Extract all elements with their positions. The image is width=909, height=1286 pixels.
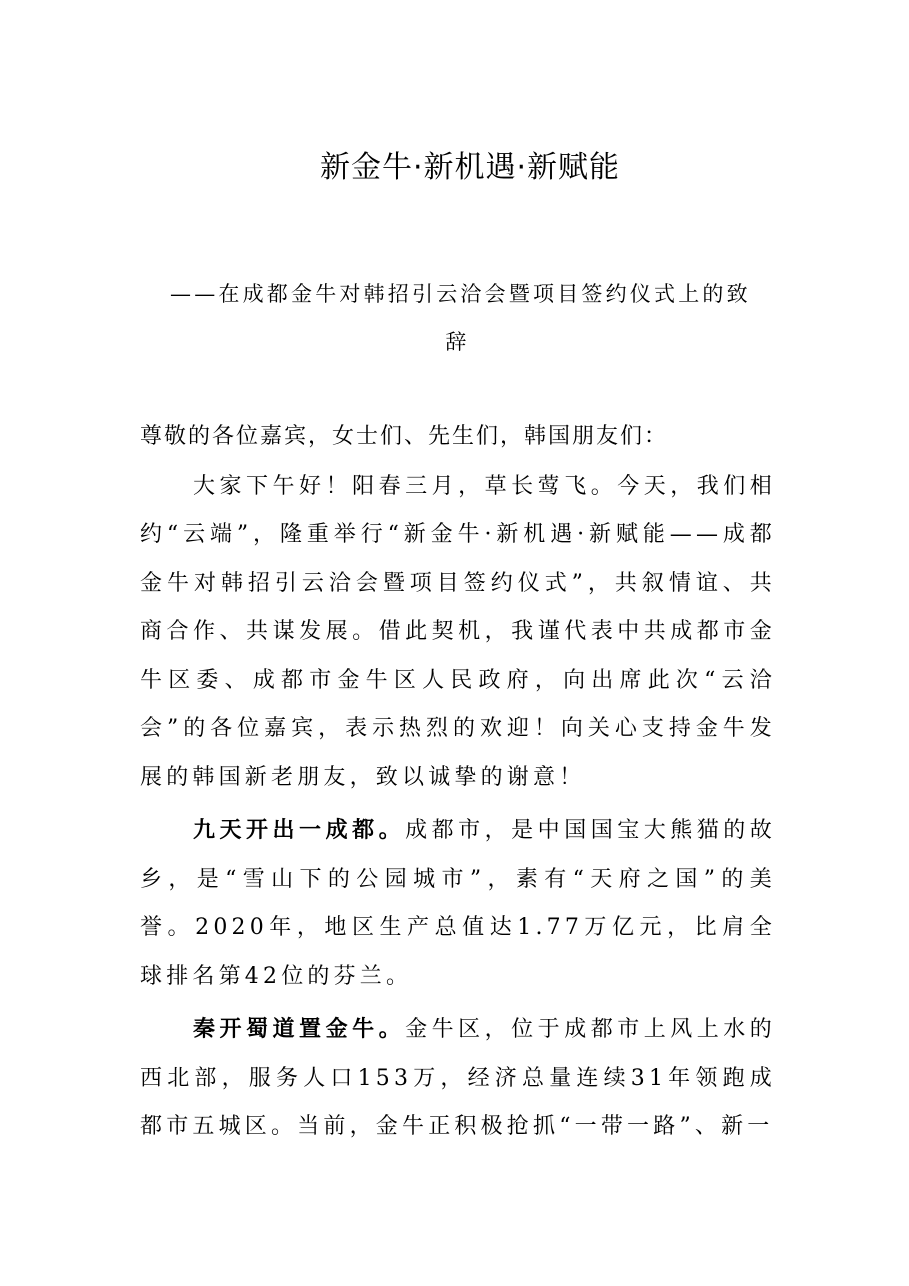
subtitle-text: ——在成都金牛对韩招引云洽会暨项目签约仪式上的致	[170, 282, 751, 306]
paragraph-lead: 九天开出一成都。	[193, 817, 406, 843]
paragraph-chengdu	[140, 806, 776, 1001]
document-title: 新金牛·新机遇·新赋能	[319, 150, 621, 185]
paragraph-text: 大家下午好！阳春三月，草长莺飞。今天，我们相约“云端”，隆重举行“新金牛·新机遇·新赋能——成都金牛对韩招引云洽会暨项目签约仪式”，共叙情谊、共商合作、共谋发展。借此契机，我谨代表中共成都市金牛区委、成都市金牛区人民政府，向出席此次“云洽会”的各位嘉宾，表示热烈的欢迎！向关心支持金牛发展的韩国新老朋友，致以诚挚的谢意！	[140, 473, 776, 790]
paragraph-text: 金牛区，位于成都市上风上水的西北部，服务人口153万，经济总量连续31年领跑成都市五城区。当前，金牛正积极抢抓“一带一路”、新一	[140, 1017, 776, 1139]
paragraph-text: 成都市，是中国国宝大熊猫的故乡，是“雪山下的公园城市”，素有“天府之国”的美誉。2020年，地区生产总值达1.77万亿元，比肩全球排名第42位的芬兰。	[140, 818, 776, 989]
paragraph-jinniu	[140, 1005, 776, 1152]
salutation: 尊敬的各位嘉宾，女士们、先生们，韩国朋友们：	[140, 424, 669, 449]
document-subtitle	[170, 270, 775, 366]
document-body	[140, 413, 776, 1152]
paragraph-greeting	[140, 462, 776, 803]
paragraph-lead: 秦开蜀道置金牛。	[193, 1016, 406, 1042]
subtitle-tail: 辞	[445, 330, 470, 354]
